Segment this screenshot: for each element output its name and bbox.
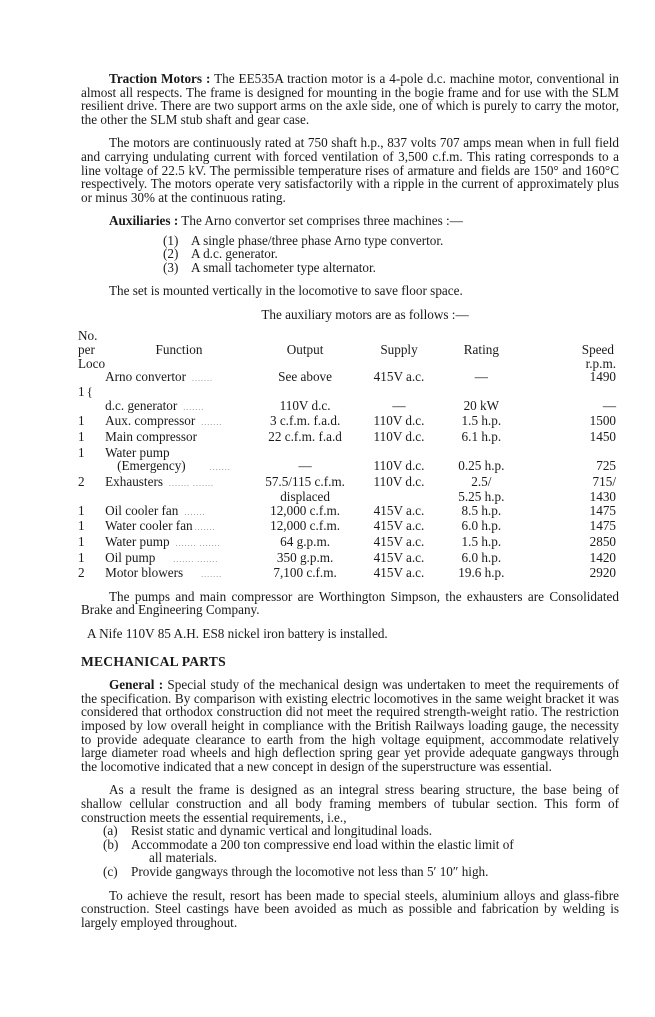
cell-speed: 715/ <box>592 473 616 489</box>
cell-supply: 415V a.c. <box>373 502 425 518</box>
table-row <box>78 446 618 460</box>
cell-function: Water pump <box>105 444 170 460</box>
suppliers-paragraph: The pumps and main compressor are Worthington Simpson, the exhausters are Consolidated Brake and Engineering Company. <box>81 588 619 618</box>
list-number: (b) <box>103 836 119 852</box>
list-number: (a) <box>103 823 118 839</box>
list-text: Resist static and dynamic vertical and longitudinal loads. <box>131 823 433 839</box>
table-row: 1 { Arno convertor ....... See above 415V a.c. — 1490 <box>78 370 618 386</box>
list-item <box>103 824 619 838</box>
cell-function: (Emergency) <box>117 458 186 474</box>
section-title: MECHANICAL PARTS <box>81 653 226 669</box>
arno-machines-list <box>81 234 619 274</box>
cell-function: Aux. compressor <box>105 413 196 429</box>
list-text: A small tachometer type alternator. <box>191 259 376 275</box>
list-item <box>103 838 619 865</box>
header-function: Function <box>155 341 203 357</box>
cell-speed: 1500 <box>589 413 616 429</box>
frame-paragraph: As a result the frame is designed as an integral stress bearing structure, the base being of shallow cellular construction and all body framing members of tubular section. This form of construction meets the essential requirements, i.e., <box>81 782 619 825</box>
cell-rating: 6.0 h.p. <box>461 549 502 565</box>
cell-rating: 1.5 h.p. <box>461 413 502 429</box>
traction-motors-heading: Traction Motors : <box>109 71 211 86</box>
cell-rating: 6.1 h.p. <box>461 428 502 444</box>
cell-speed: 1430 <box>589 489 616 505</box>
table-row: 2 Motor blowers ....... 7,100 c.f.m. 415V a.c. 19.6 h.p. 2920 <box>78 565 616 581</box>
cell-rating: 0.25 h.p. <box>458 458 505 474</box>
materials-paragraph: To achieve the result, resort has been made to special steels, aluminium alloys and glass-fibre construction. Steel castings have been avoided as much as possible and fabrication by welding is largely employed throughout. <box>81 887 619 930</box>
cell-function: Water cooler fan <box>105 518 193 534</box>
cell-no: 2 <box>78 473 85 489</box>
cell-output: — <box>298 458 312 474</box>
cell-function: Arno convertor <box>105 369 187 385</box>
cell-speed: 1420 <box>589 549 616 565</box>
cell-rating: 6.0 h.p. <box>461 518 502 534</box>
cell-supply: 110V d.c. <box>373 473 425 489</box>
list-text: A d.c. generator. <box>191 246 278 262</box>
table-row: d.c. generator ....... 110V d.c. — 20 kW — <box>105 397 616 413</box>
cell-speed: 1475 <box>589 518 616 534</box>
cell-output: 57.5/115 c.f.m. <box>265 473 345 489</box>
cell-rating: 19.6 h.p. <box>458 565 505 581</box>
list-text: A single phase/three phase Arno type convertor. <box>191 232 444 248</box>
cell-output: displaced <box>280 489 330 505</box>
cell-output: 12,000 c.f.m. <box>270 502 341 518</box>
auxiliaries-paragraph <box>81 214 619 228</box>
list-number: (3) <box>163 259 179 275</box>
mounting-paragraph: The set is mounted vertically in the locomotive to save floor space. <box>109 283 463 299</box>
list-number: (c) <box>103 863 118 879</box>
general-text: Special study of the mechanical design was undertaken to meet the requirements of the specification. By comparison with existing electric locomotives in the same weight bracket it was considered that orthodox construction did not meet the required strength-weight ratio. The restriction imposed by low overall height in compliance with the British Railways loading gauge, the necessity to provide adequate clearance to earth from the high voltage equipment, accommodate relatively large diameter road wheels and high deflection spring gear yet provide adequate gangways through the locomotive indicated that a new concept in design of the superstructure was essential. <box>81 677 619 774</box>
cell-speed: 2920 <box>589 565 616 581</box>
table-row: (Emergency) ....... — 110V d.c. 0.25 h.p. 725 <box>117 458 616 474</box>
cell-supply: 110V d.c. <box>373 458 425 474</box>
cell-output: 3 c.f.m. f.a.d. <box>269 413 341 429</box>
table-row: 1 Oil pump ....... ....... 350 g.p.m. 415V a.c. 6.0 h.p. 1420 <box>78 549 616 565</box>
cell-no: 1 <box>78 534 85 550</box>
list-item <box>163 261 619 274</box>
cell-function: d.c. generator <box>105 397 178 413</box>
cell-no: 1 <box>78 444 85 460</box>
cell-rating: 1.5 h.p. <box>461 534 502 550</box>
cell-supply: 110V d.c. <box>373 428 425 444</box>
cell-speed: — <box>602 397 616 413</box>
general-paragraph <box>81 678 619 773</box>
list-number: (2) <box>163 246 179 262</box>
cell-rating: 8.5 h.p. <box>461 502 502 518</box>
cell-output: See above <box>278 369 332 385</box>
cell-speed: 2850 <box>589 534 616 550</box>
cell-supply: 415V a.c. <box>373 369 425 385</box>
table-header-row <box>78 329 618 370</box>
cell-speed: 725 <box>596 458 616 474</box>
list-item <box>103 865 619 879</box>
table-row: 1 Aux. compressor ....... 3 c.f.m. f.a.d. 110V d.c. 1.5 h.p. 1500 <box>78 413 616 429</box>
cell-rating: — <box>474 369 488 385</box>
motor-rating-paragraph: The motors are continuously rated at 750 shaft h.p., 837 volts 707 amps mean when in full field and carrying undulating current with forced ventilation of 3,500 c.f.m. This rating corresponds to a line voltage of 22.5 kV. The permissible temperature rises of armature and fields are 150° and 160°C respectively. The motors operate very satisfactorily with a ripple in the current of approximately plus or minus 30% at the continuous rating. <box>81 135 619 205</box>
cell-no: 1 <box>78 413 85 429</box>
cell-supply: 415V a.c. <box>373 534 425 550</box>
cell-supply: 415V a.c. <box>373 549 425 565</box>
table-row: 1 Water pump ....... ....... 64 g.p.m. 415V a.c. 1.5 h.p. 2850 <box>78 534 616 550</box>
header-rating: Rating <box>463 341 499 357</box>
header-speed: Speed r.p.m. <box>581 341 616 371</box>
cell-speed: 1490 <box>589 369 616 385</box>
cell-rating: 2.5/ <box>471 473 492 489</box>
header-no-per-loco: No. per Loco <box>78 328 106 371</box>
cell-output: 64 g.p.m. <box>280 534 330 550</box>
table-intro: The auxiliary motors are as follows :— <box>261 306 469 322</box>
table-row: 2 Exhausters ....... ....... 57.5/115 c.f.m. 110V d.c. 2.5/ 715/ <box>78 473 616 489</box>
cell-speed: 1475 <box>589 502 616 518</box>
cell-supply: 415V a.c. <box>373 565 425 581</box>
cell-no: 1 <box>78 549 85 565</box>
cell-function: Oil pump <box>105 549 156 565</box>
cell-no: 2 <box>78 565 85 581</box>
table-row: 1 Oil cooler fan ....... 12,000 c.f.m. 415V a.c. 8.5 h.p. 1475 <box>78 502 616 518</box>
cell-rating: 20 kW <box>463 397 500 413</box>
cell-supply: 415V a.c. <box>373 518 425 534</box>
group-count: 1 { <box>78 384 93 400</box>
auxiliaries-heading: Auxiliaries : <box>109 213 179 229</box>
cell-supply: 110V d.c. <box>373 413 425 429</box>
cell-supply: — <box>392 397 406 413</box>
table-row <box>78 430 618 446</box>
header-supply: Supply <box>380 341 418 357</box>
cell-no: 1 <box>78 502 85 518</box>
auxiliaries-intro: The Arno convertor set comprises three machines :— <box>181 213 463 229</box>
document-page <box>78 71 619 930</box>
cell-no: 1 <box>78 428 85 444</box>
cell-rating: 5.25 h.p. <box>458 489 505 505</box>
list-item <box>163 234 619 247</box>
cell-function: Oil cooler fan <box>105 502 179 518</box>
cell-function: Exhausters <box>105 473 163 489</box>
header-output: Output <box>286 341 324 357</box>
cell-output: 22 c.f.m. f.a.d <box>268 428 342 444</box>
cell-output: 350 g.p.m. <box>276 549 334 565</box>
cell-output: 110V d.c. <box>279 397 331 413</box>
list-number: (1) <box>163 232 179 248</box>
cell-function: Motor blowers <box>105 565 184 581</box>
cell-output: 12,000 c.f.m. <box>270 518 341 534</box>
list-text: Provide gangways through the locomotive not less than 5′ 10″ high. <box>131 863 489 879</box>
traction-motors-paragraph <box>81 72 619 126</box>
cell-function: Water pump <box>105 534 170 550</box>
list-item <box>163 247 619 260</box>
list-text: Accommodate a 200 ton compressive end load within the elastic limit of all materials. <box>131 836 514 866</box>
cell-no: 1 <box>78 518 85 534</box>
table-row <box>78 490 618 504</box>
cell-speed: 1450 <box>589 428 616 444</box>
requirements-list <box>81 824 619 878</box>
battery-paragraph: A Nife 110V 85 A.H. ES8 nickel iron battery is installed. <box>87 626 388 642</box>
table-row: 1 Water cooler fan ....... 12,000 c.f.m. 415V a.c. 6.0 h.p. 1475 <box>78 518 616 534</box>
traction-motors-text: The EE535A traction motor is a 4-pole d.c. machine motor, conventional in almost all respects. The frame is designed for mounting in the bogie frame and for use with the SLM resilient drive. There are two support arms on the axle side, one of which is purely to carry the motor, the other the SLM stub shaft and gear case. <box>81 71 619 127</box>
auxiliary-motors-table <box>78 329 618 582</box>
cell-function: Main compressor <box>105 428 198 444</box>
general-heading: General : <box>109 677 164 693</box>
cell-output: 7,100 c.f.m. <box>273 565 337 581</box>
